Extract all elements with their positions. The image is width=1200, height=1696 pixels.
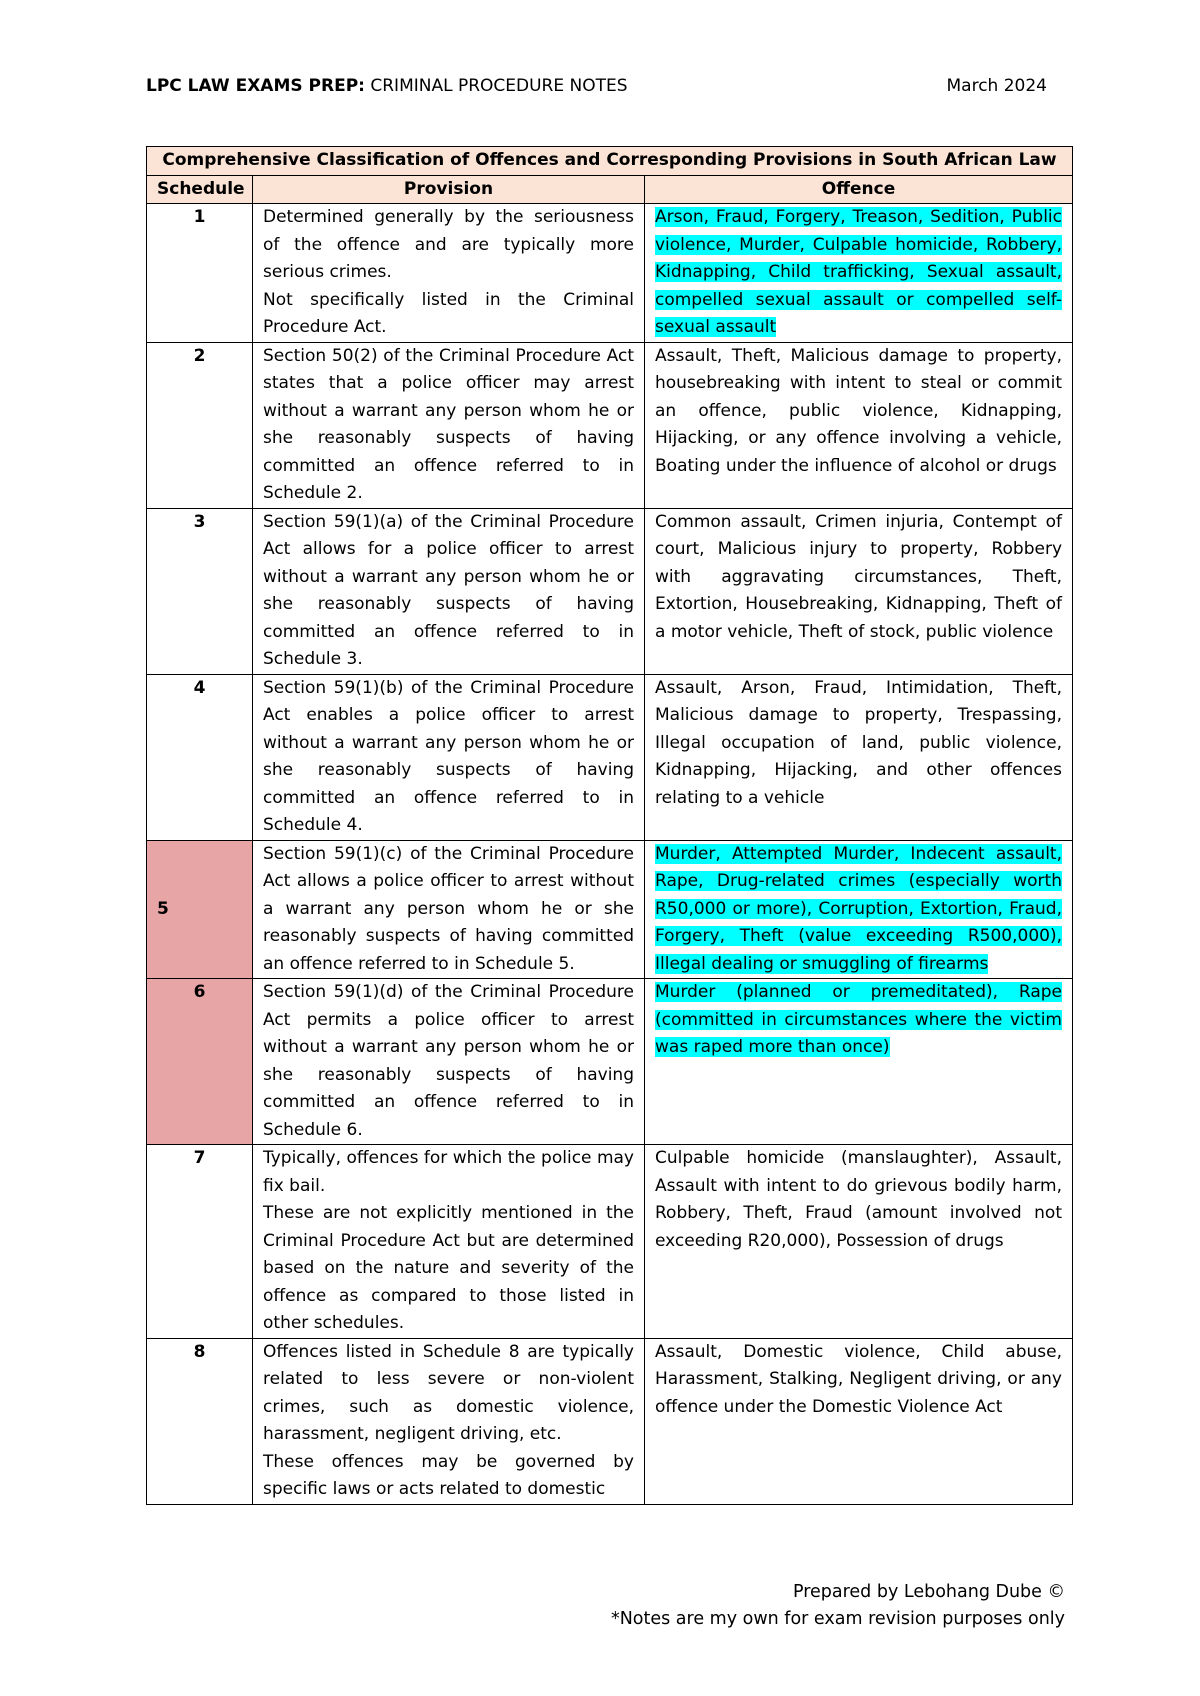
schedule-number: 1 <box>147 204 253 343</box>
offence-cell <box>645 204 1073 343</box>
provision-cell <box>253 1145 645 1339</box>
offence-text: Culpable homicide (manslaughter), Assault, Assault with intent to do grievous bodily harm, Robbery, Theft, Fraud (amount involved not exceeding R20,000), Possession of drugs <box>655 1148 1062 1251</box>
offence-cell <box>645 508 1073 674</box>
header-date: March 2024 <box>946 76 1047 96</box>
offence-text: Arson, Fraud, Forgery, Treason, Sedition, Public violence, Murder, Culpable homicide, Robbery, Kidnapping, Child trafficking, Sexual assault, compelled sexual assault or compelled self-sexual assault <box>655 207 1062 337</box>
table-title: Comprehensive Classification of Offences and Corresponding Provisions in South African Law <box>147 147 1073 176</box>
offence-cell <box>645 342 1073 508</box>
provision-cell <box>253 342 645 508</box>
offence-text: Assault, Theft, Malicious damage to property, housebreaking with intent to steal or commit an offence, public violence, Kidnapping, Hijacking, or any offence involving a vehicle, Boating under the influence of alcohol or drugs <box>655 345 1062 476</box>
table-row <box>147 674 1073 840</box>
offence-text: Murder, Attempted Murder, Indecent assault, Rape, Drug-related crimes (especially worth R50,000 or more), Corruption, Extortion, Fraud, Forgery, Theft (value exceeding R500,000), Illegal dealing or smuggling of firearms <box>655 843 1062 974</box>
offence-text: Assault, Domestic violence, Child abuse, Harassment, Stalking, Negligent driving, or any offence under the Domestic Violence Act <box>655 1341 1062 1417</box>
provision-text: Section 50(2) of the Criminal Procedure Act states that a police officer may arrest without a warrant any person whom he or she reasonably suspects of having committed an offence referred to in Schedule 2. <box>263 345 634 503</box>
offence-cell <box>645 674 1073 840</box>
offence-cell <box>645 1145 1073 1339</box>
header-title-bold: LPC LAW EXAMS PREP: <box>146 76 365 96</box>
provision-cell <box>253 979 645 1145</box>
provision-cell <box>253 204 645 343</box>
provision-text: Determined generally by the seriousness of the offence and are typically more serious crimes. Not specifically listed in the Criminal Procedure Act. <box>263 207 634 337</box>
table-row <box>147 1338 1073 1504</box>
schedule-number: 8 <box>147 1338 253 1504</box>
offence-text: Assault, Arson, Fraud, Intimidation, Theft, Malicious damage to property, Trespassing, Illegal occupation of land, public violence, Kidnapping, Hijacking, and other offences relating to a vehicle <box>655 677 1062 808</box>
header-title-rest: CRIMINAL PROCEDURE NOTES <box>364 76 628 96</box>
table-row <box>147 342 1073 508</box>
offence-text: Common assault, Crimen injuria, Contempt of court, Malicious injury to property, Robbery with aggravating circumstances, Theft, Extortion, Housebreaking, Kidnapping, Theft of a motor vehicle, Theft of stock, public violence <box>655 511 1062 642</box>
provision-text: Section 59(1)(d) of the Criminal Procedure Act permits a police officer to arrest without a warrant any person whom he or she reasonably suspects of having committed an offence referred to in Schedule 6. <box>263 982 634 1140</box>
table-row <box>147 1145 1073 1339</box>
footer-prepared-by: Prepared by Lebohang Dube © <box>792 1582 1065 1602</box>
offence-cell <box>645 840 1073 979</box>
provision-text: Section 59(1)(a) of the Criminal Procedure Act allows for a police officer to arrest without a warrant any person whom he or she reasonably suspects of having committed an offence referred to in Schedule 3. <box>263 511 634 669</box>
column-header-provision: Provision <box>253 175 645 204</box>
schedule-number: 6 <box>147 979 253 1145</box>
schedule-number: 3 <box>147 508 253 674</box>
column-header-schedule: Schedule <box>147 175 253 204</box>
footer-note: *Notes are my own for exam revision purposes only <box>610 1609 1065 1629</box>
provision-text: Typically, offences for which the police may fix bail. These are not explicitly mentioned in the Criminal Procedure Act but are determined based on the nature and severity of the offence as compared to those listed in other schedules. <box>263 1148 634 1333</box>
provision-cell <box>253 840 645 979</box>
provision-cell <box>253 1338 645 1504</box>
provision-text: Offences listed in Schedule 8 are typically related to less severe or non-violent crimes, such as domestic violence, harassment, negligent driving, etc. These offences may be governed by specific laws or acts related to domestic <box>263 1341 634 1499</box>
table-row <box>147 840 1073 979</box>
table-row <box>147 508 1073 674</box>
provision-cell <box>253 508 645 674</box>
schedule-number: 2 <box>147 342 253 508</box>
offence-text: Murder (planned or premeditated), Rape (committed in circumstances where the victim was raped more than once) <box>655 982 1062 1057</box>
table-row <box>147 204 1073 343</box>
schedule-number: 7 <box>147 1145 253 1339</box>
provision-text: Section 59(1)(b) of the Criminal Procedure Act enables a police officer to arrest without a warrant any person whom he or she reasonably suspects of having committed an offence referred to in Schedule 4. <box>263 677 634 835</box>
provision-cell <box>253 674 645 840</box>
offence-cell <box>645 979 1073 1145</box>
offence-cell <box>645 1338 1073 1504</box>
table-row <box>147 979 1073 1145</box>
document-header-title <box>146 76 628 96</box>
classification-table <box>146 146 1073 1505</box>
schedule-number: 4 <box>147 674 253 840</box>
column-header-offence: Offence <box>645 175 1073 204</box>
schedule-number: 5 <box>147 840 253 979</box>
provision-text: Section 59(1)(c) of the Criminal Procedure Act allows a police officer to arrest without a warrant any person whom he or she reasonably suspects of having committed an offence referred to in Schedule 5. <box>263 843 634 974</box>
